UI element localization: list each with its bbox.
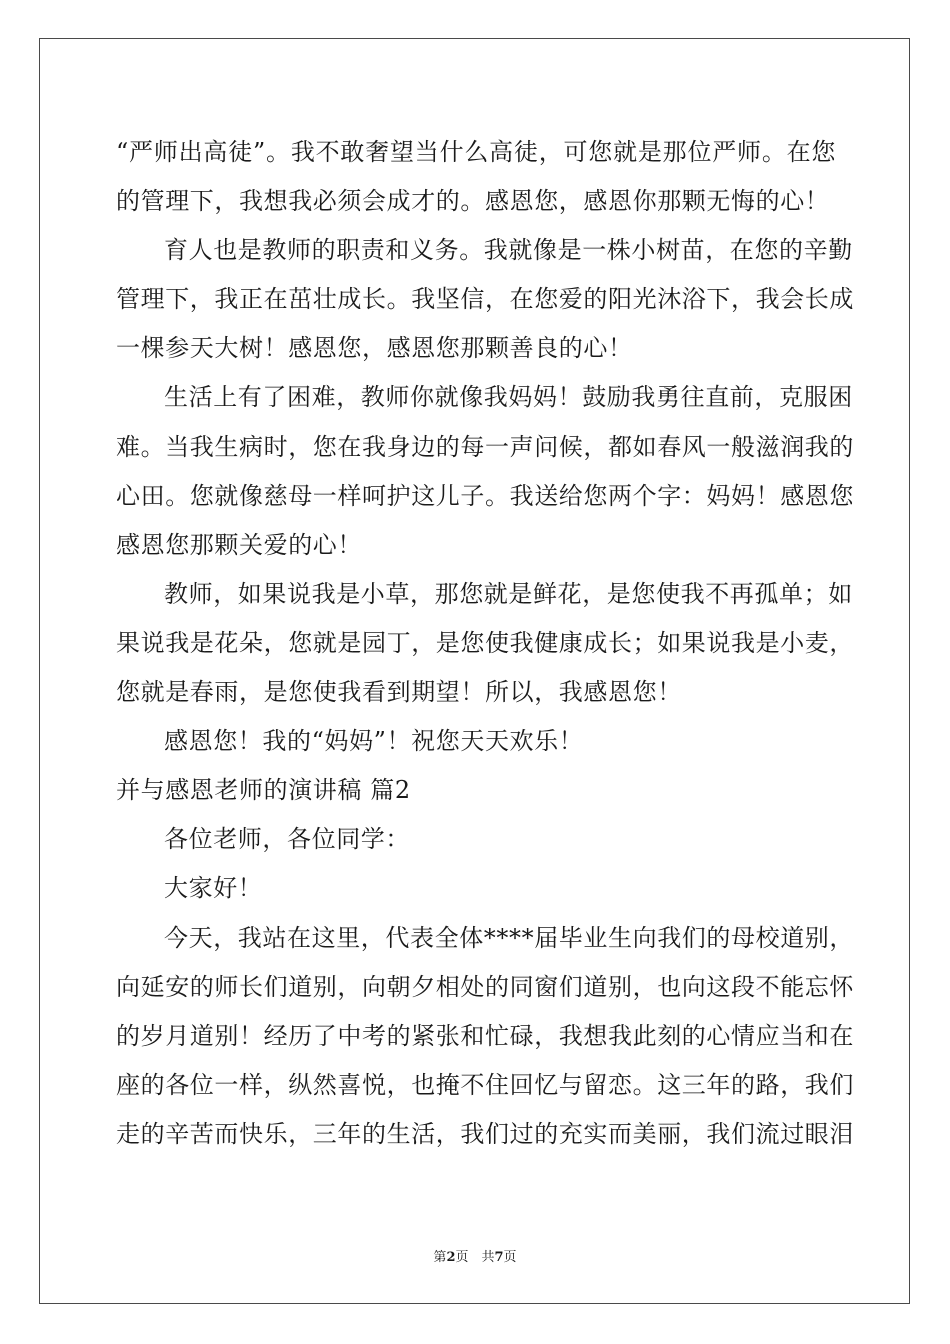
footer-page-number: 2	[446, 1250, 456, 1265]
text-line: 一棵参天大树！感恩您，感恩您那颗善良的心！	[116, 334, 633, 363]
text-line: 管理下，我正在茁壮成长。我坚信，在您爱的阳光沐浴下，我会长成	[116, 285, 854, 314]
footer-mid: 页 共	[455, 1250, 495, 1265]
page-footer	[0, 1246, 950, 1265]
paragraph-start: 感恩您！我的“妈妈”！祝您天天欢乐！	[164, 727, 584, 756]
text-line: 难。当我生病时，您在我身边的每一声问候，都如春风一般滋润我的	[116, 432, 854, 461]
paragraph-start: 今天，我站在这里，代表全体****届毕业生向我们的母校道别，	[164, 923, 854, 952]
salutation: 各位老师，各位同学：	[164, 825, 410, 854]
paragraph-start: 教师，如果说我是小草，那您就是鲜花，是您使我不再孤单；如	[164, 579, 853, 608]
footer-total-pages: 7	[494, 1250, 504, 1265]
text-line: 您就是春雨，是您使我看到期望！所以，我感恩您！	[116, 678, 682, 707]
footer-prefix: 第	[433, 1250, 447, 1265]
text-line: 心田。您就像慈母一样呵护这儿子。我送给您两个字：妈妈！感恩您	[116, 481, 854, 510]
footer-suffix: 页	[503, 1250, 517, 1265]
text-line: 果说我是花朵，您就是园丁，是您使我健康成长；如果说我是小麦，	[116, 628, 854, 657]
text-line: 向延安的师长们道别，向朝夕相处的同窗们道别，也向这段不能忘怀	[116, 972, 854, 1001]
paragraph-start: 生活上有了困难，教师你就像我妈妈！鼓励我勇往直前，克服困	[164, 383, 853, 412]
greeting: 大家好！	[164, 874, 263, 903]
document-body	[116, 128, 854, 1159]
text-line: 感恩您那颗关爱的心！	[116, 530, 362, 559]
text-line: 的岁月道别！经历了中考的紧张和忙碌，我想我此刻的心情应当和在	[116, 1021, 854, 1050]
text-line: 座的各位一样，纵然喜悦，也掩不住回忆与留恋。这三年的路，我们	[116, 1070, 854, 1099]
section-heading: 并与感恩老师的演讲稿 篇2	[116, 776, 411, 805]
paragraph-start: 育人也是教师的职责和义务。我就像是一株小树苗，在您的辛勤	[164, 236, 853, 265]
text-line: 的管理下，我想我必须会成才的。感恩您，感恩你那颗无悔的心！	[116, 187, 830, 216]
text-line: “严师出高徒”。我不敢奢望当什么高徒，可您就是那位严师。在您	[116, 138, 836, 166]
text-line: 走的辛苦而快乐，三年的生活，我们过的充实而美丽，我们流过眼泪	[116, 1119, 854, 1148]
